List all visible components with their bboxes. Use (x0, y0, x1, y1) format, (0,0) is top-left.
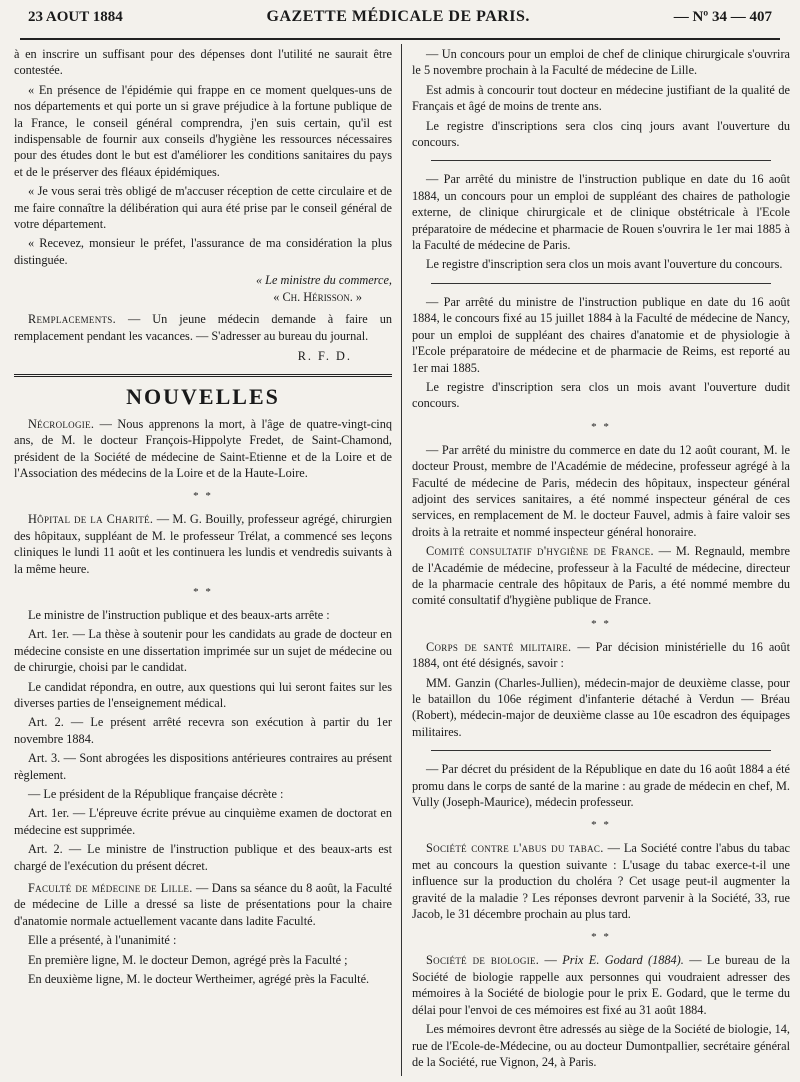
paragraph: Les mémoires devront être adressés au siège de la Société de biologie, 14, rue de l'Ecole-de-Médecine, ou au docteur Dumontpallier, secrétaire général de la Société, rue Vignon, 24, à Paris. (412, 1022, 790, 1069)
rubric-text: — Par décision ministérielle du 16 août 1884, ont été désignés, savoir : (412, 639, 790, 671)
paragraph: MM. Ganzin (Charles-Jullien), médecin-major de deuxième classe, pour le bataillon du 106e régiment d'infanterie détaché à Verdun — Bréau (Robert), médecin-major de deuxième classe au 10e escadron des équipages militaires. (412, 675, 790, 739)
paragraph: Est admis à concourir tout docteur en médecine justifiant de la qualité de Français et âgé de moins de trente ans. (412, 82, 790, 114)
paragraph: Le registre d'inscription sera clos un mois avant l'ouverture du concours. (426, 257, 783, 272)
prize-name: Prix E. Godard (1884). (562, 953, 684, 968)
paragraph (14, 311, 392, 344)
paragraph: Art. 1er. — L'épreuve écrite prévue au cinquième examen de doctorat en médecine est supprimée. (14, 806, 392, 837)
page-header (28, 8, 772, 34)
rubric-text: — La Société contre l'abus du tabac met au concours la question suivante : L'usage du tabac exerce-t-il une influence sur la production du choléra ? Cet usage peut-il augmenter la gravité de la maladie ? Les réponses devront parvenir à la Société, 33, rue Jacob, le 31 décembre prochain au plus tard. (412, 841, 790, 922)
header-issue-page (674, 9, 772, 26)
paragraph: Art. 3. — Sont abrogées les dispositions antérieures contraires au présent règlement. (14, 751, 392, 782)
paragraph: — Par arrêté du ministre de l'instruction publique en date du 16 août 1884, un concours pour un emploi de suppléant des chaires de pathologie externe, de clinique chirurgicale et de clinique obstétricale à l'Ecole préparatoire de médecine et pharmacie de Rouen s'ouvrira le 1er mai 1885 à la Faculté de médecine de Paris. (412, 172, 790, 253)
rubric-label: Société contre l'abus du tabac. (426, 841, 604, 856)
rubric-label: Comité consultatif d'hygiène de France. (426, 544, 654, 559)
paragraph: Le ministre de l'instruction publique et des beaux-arts arrête : (28, 607, 330, 622)
rubric-text: — M. Regnauld, membre de l'Académie de médecine, professeur à la Faculté de médecine, directeur de la pharmacie centrale des hôpitaux de Paris, a été nommé membre du comité consultatif d'hygiène publique de France. (412, 544, 790, 608)
paragraph: « Je vous serai très obligé de m'accuser réception de cette circulaire et de me faire connaître la délibération qui aura été prise par le conseil général de votre département. (14, 184, 392, 232)
header-rule (20, 38, 780, 40)
paragraph: Société de biologie. — Prix E. Godard (1884). — Le bureau de la Société de biologie rappelle aux personnes qui voudraient adresser des mémoires à la Société de biologie pour le prix E. Godard, que le terme du délai pour l'envoi de ces mémoires est fixé au 31 août 1884. (412, 953, 790, 1017)
paragraph: « Recevez, monsieur le préfet, l'assurance de ma considération la plus distinguée. (14, 236, 392, 267)
paragraph (412, 840, 790, 922)
paragraph: à en inscrire un suffisant pour des dépenses dont l'utilité ne saurait être contestée. (14, 47, 392, 78)
paragraph: « En présence de l'épidémie qui frappe en ce moment quelques-uns de nos départements et qui porte un si grave préjudice à la fortune publique de la France, le conseil général comprendra, j'en suis certain, qu'il est indispensable de fournir aux conseils d'hygiène les ressources nécessaires pour des études dont le but est d'améliorer les conditions sanitaires du pays et de le préserver des fléaux épidémiques. (14, 82, 392, 179)
column-divider (401, 44, 402, 1076)
page-number: 407 (749, 9, 772, 25)
rubric-label: Nécrologie. (28, 416, 95, 431)
rubric-label: Remplacements. (28, 312, 116, 327)
paragraph: Art. 2. — Le présent arrêté recevra son exécution à partir du 1er novembre 1884. (14, 715, 392, 746)
paragraph: Elle a présenté, à l'unanimité : (28, 933, 177, 948)
separator-rule (431, 283, 771, 284)
paragraph: Art. 2. — Le ministre de l'instruction publique et des beaux-arts est chargé de l'exécution du présent décret. (14, 842, 392, 873)
rubric-label: Faculté de médecine de Lille. (28, 881, 193, 896)
signature-name: « Ch. Hérisson. » (273, 289, 362, 304)
separator-rule (431, 160, 771, 161)
paragraph (412, 543, 790, 609)
section-title: NOUVELLES (126, 384, 280, 410)
rubric-label: Société de biologie. (426, 953, 540, 968)
rubric-label: Corps de santé militaire. (426, 639, 572, 654)
rubric-text: — Le bureau de la Société de biologie rappelle aux personnes qui voudraient adresser des mémoires à la Société de biologie pour le prix E. Godard, que le terme du délai pour l'envoi de ces mémoires est fixé au 31 août 1884. (412, 953, 790, 1017)
paragraph: Le candidat répondra, en outre, aux questions qui lui seront faites sur les diverses parties de l'enseignement médical. (14, 679, 392, 710)
rubric-text: — Nous apprenons la mort, à l'âge de quatre-vingt-cinq ans, de M. le docteur François-Hippolyte Fredet, de Saint-Chamond, président de la Société de médecine de Saint-Etienne et de la Loire et de l'Association des médecins de la Loire et de la Haute-Loire. (14, 416, 392, 480)
paragraph: — Par arrêté du ministre de l'instruction publique en date du 16 août 1884, le concours fixé au 15 juillet 1884 à la Faculté de médecine de Nancy, pour un emploi de suppléant des chaires d'anatomie et de physiologie à l'Ecole préparatoire de médecine et de pharmacie de Reims, est reporté au 1er mai 1885. (412, 294, 790, 375)
paragraph: — Un concours pour un emploi de chef de clinique chirurgicale s'ouvrira le 5 novembre prochain à la Faculté de médecine de Lille. (412, 47, 790, 78)
paragraph (412, 639, 790, 672)
paragraph: Le registre d'inscriptions sera clos cinq jours avant l'ouverture du concours. (412, 118, 790, 150)
paragraph: En deuxième ligne, M. le docteur Wertheimer, agrégé près la Faculté. (28, 972, 370, 987)
paragraph (14, 511, 392, 577)
rubric-text: — Un jeune médecin demande à faire un remplacement pendant les vacances. — S'adresser au bureau du journal. (14, 312, 392, 343)
paragraph: — Le président de la République française décrète : (28, 787, 284, 802)
header-date: 23 AOUT 1884 (28, 9, 123, 25)
paragraph: — Par arrêté du ministre du commerce en date du 12 août courant, M. le docteur Proust, membre de l'Académie de médecine, professeur agrégé à la Faculté de médecine de Paris, médecin des hôpitaux, inspecteur général adjoint des services sanitaires, a été nommé inspecteur général de ces services, en remplacement de M. le docteur Fauvel, admis à faire valoir ses droits à la retraite et nommé inspecteur général honoraire. (412, 442, 790, 539)
left-column (14, 46, 392, 1074)
separator-stars: * * (193, 585, 213, 598)
section-rule (14, 374, 392, 377)
separator-stars: * * (591, 617, 611, 630)
journal-title: GAZETTE MÉDICALE DE PARIS. (266, 8, 530, 25)
paragraph: Art. 1er. — La thèse à soutenir pour les candidats au grade de docteur en médecine consiste en une dissertation imprimée sur un sujet de médecine ou de chirurgie, choisi par le candidat. (14, 627, 392, 675)
rubric-label: Hôpital de la Charité. (28, 512, 154, 527)
author-initials: R. F. D. (297, 348, 352, 363)
issue-number: — Nº 34 — (673, 9, 746, 25)
right-column (412, 46, 790, 1074)
rubric-text: — M. G. Bouilly, professeur agrégé, chirurgien des hôpitaux, suppléant de M. le professeur Trélat, a commencé ses leçons cliniques le lundi 11 août et les continuera les lundis et vendredis suivants à la même heure. (14, 512, 392, 576)
rubric-text: — Dans sa séance du 8 août, la Faculté de médecine de Lille a dressé sa liste de présentations pour la chaire d'anatomie normale actuellement vacante dans ladite Faculté. (14, 881, 392, 928)
separator-stars: * * (591, 420, 611, 433)
signature-title: « Le ministre du commerce, (255, 273, 392, 288)
separator-stars: * * (193, 490, 213, 503)
separator-stars: * * (591, 819, 611, 832)
separator-rule (431, 750, 771, 751)
paragraph (14, 880, 392, 929)
paragraph: Le registre d'inscription sera clos un mois avant l'ouverture dudit concours. (412, 379, 790, 411)
paragraph: — Par décret du président de la République en date du 16 août 1884 a été promu dans le corps de santé de la marine : au grade de médecin en chef, M. Vully (Joseph-Maurice), médecin professeur. (412, 762, 790, 810)
paragraph: En première ligne, M. le docteur Demon, agrégé près la Faculté ; (28, 952, 348, 967)
separator-stars: * * (591, 931, 611, 944)
paragraph (14, 416, 392, 482)
